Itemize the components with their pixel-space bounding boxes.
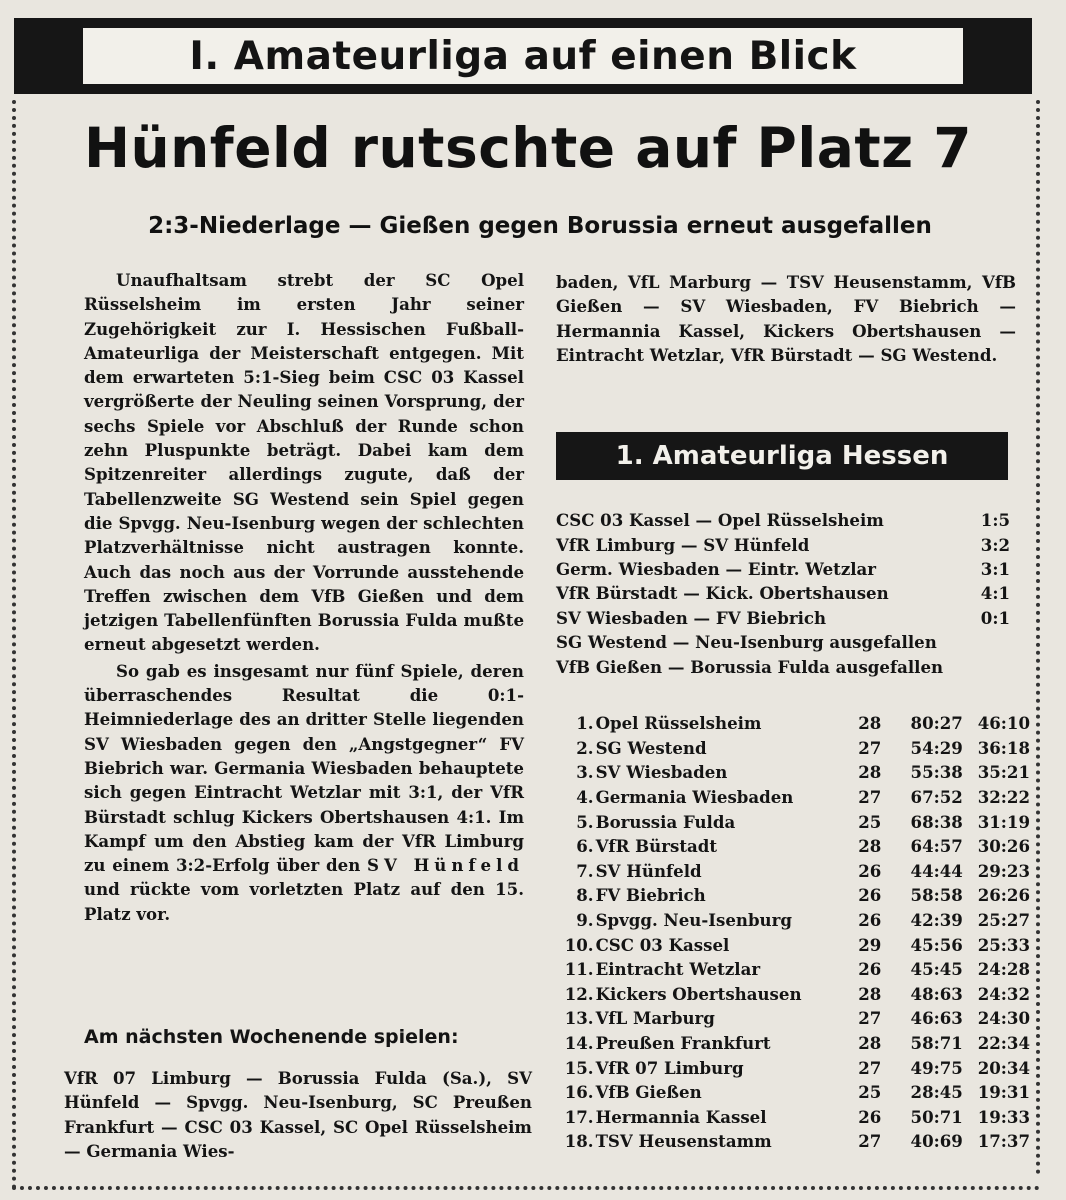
result-match: CSC 03 Kassel — Opel Rüsselsheim (556, 510, 884, 531)
table-cell-games: 28 (858, 1033, 882, 1054)
table-row (560, 982, 1030, 1007)
league-banner: 1. Amateurliga Hessen (556, 432, 1008, 480)
table-row (560, 760, 1030, 785)
table-cell-points: 24:30 (977, 1008, 1030, 1029)
table-cell-goals: 45:56 (910, 934, 963, 955)
result-match: VfR Bürstadt — Kick. Obertshausen (556, 583, 889, 604)
table-cell-games: 26 (858, 910, 882, 931)
table-cell-goals: 42:39 (910, 910, 963, 931)
table-cell-goals: 58:58 (910, 885, 963, 906)
result-score: 3:2 (980, 534, 1010, 555)
result-score: 3:1 (980, 558, 1010, 579)
table-cell-pos: 17. (564, 1106, 594, 1127)
table-cell-pos: 18. (564, 1131, 594, 1152)
table-cell-team: SV Wiesbaden (595, 762, 728, 783)
table-cell-team: FV Biebrich (595, 885, 706, 906)
result-row (556, 508, 1018, 532)
table-cell-points: 25:27 (977, 910, 1030, 931)
table-cell-team: SV Hünfeld (595, 860, 702, 881)
right-dotted-border (1036, 100, 1040, 1175)
table-cell-goals: 45:45 (910, 959, 963, 980)
table-cell-games: 27 (858, 1057, 882, 1078)
article-headline: Hünfeld rutschte auf Platz 7 (83, 116, 973, 180)
table-row (560, 1055, 1030, 1080)
result-match: VfB Gießen — Borussia Fulda ausgefallen (556, 656, 944, 677)
table-row (560, 859, 1030, 884)
table-cell-goals: 40:69 (910, 1131, 963, 1152)
table-cell-points: 19:31 (977, 1082, 1030, 1103)
table-cell-points: 20:34 (977, 1057, 1030, 1078)
table-cell-points: 35:21 (977, 762, 1030, 783)
next-weekend-heading: Am nächsten Wochenende spielen: (84, 1026, 459, 1048)
table-cell-points: 19:33 (977, 1106, 1030, 1127)
table-cell-team: Opel Rüsselsheim (595, 713, 762, 734)
result-row (556, 606, 1018, 630)
table-cell-team: SG Westend (595, 737, 707, 758)
table-row (560, 908, 1030, 933)
table-cell-games: 26 (858, 860, 882, 881)
table-cell-pos: 15. (564, 1057, 594, 1078)
table-cell-team: Spvgg. Neu-Isenburg (595, 910, 792, 931)
result-row (556, 630, 1018, 654)
table-cell-goals: 44:44 (910, 860, 963, 881)
table-cell-games: 27 (858, 1131, 882, 1152)
table-cell-points: 29:23 (977, 860, 1030, 881)
article-subheadline: 2:3-Niederlage — Gießen gegen Borussia erneut ausgefallen (148, 213, 932, 239)
result-score: 0:1 (980, 607, 1010, 628)
result-row (556, 654, 1018, 678)
table-row (560, 736, 1030, 761)
table-cell-team: Kickers Obertshausen (595, 983, 802, 1004)
table-cell-team: VfL Marburg (595, 1008, 715, 1029)
table-cell-games: 25 (858, 811, 882, 832)
section-banner-title: I. Amateurliga auf einen Blick (83, 28, 963, 84)
table-cell-games: 29 (858, 934, 882, 955)
section-banner (14, 18, 1032, 94)
result-score: 4:1 (980, 583, 1010, 604)
table-row (560, 1080, 1030, 1105)
table-cell-goals: 67:52 (910, 787, 963, 808)
table-cell-team: VfR 07 Limburg (595, 1057, 744, 1078)
result-row (556, 581, 1018, 605)
table-cell-goals: 58:71 (910, 1033, 963, 1054)
article-body-left (84, 268, 524, 926)
table-row (560, 957, 1030, 982)
result-score: 1:5 (980, 510, 1010, 531)
table-cell-goals: 46:63 (910, 1008, 963, 1029)
table-cell-games: 27 (858, 787, 882, 808)
table-cell-pos: 4. (576, 787, 594, 808)
table-cell-goals: 64:57 (910, 836, 963, 857)
table-cell-pos: 5. (576, 811, 594, 832)
table-row (560, 1031, 1030, 1056)
table-cell-games: 26 (858, 885, 882, 906)
table-cell-pos: 7. (576, 860, 594, 881)
table-cell-pos: 13. (564, 1008, 594, 1029)
table-cell-pos: 1. (576, 713, 594, 734)
table-row (560, 834, 1030, 859)
table-cell-games: 26 (858, 1106, 882, 1127)
table-cell-points: 31:19 (977, 811, 1030, 832)
table-cell-pos: 12. (564, 983, 594, 1004)
table-row (560, 1129, 1030, 1154)
table-cell-team: Germania Wiesbaden (595, 787, 794, 808)
table-cell-games: 27 (858, 1008, 882, 1029)
table-cell-goals: 28:45 (910, 1082, 963, 1103)
result-row (556, 557, 1018, 581)
table-row (560, 711, 1030, 736)
paragraph-2-start: So gab es insgesamt nur fünf Spiele, deren überraschendes Resultat die 0:1-Heimniederlage des an dritter Stelle liegenden SV Wiesbaden gegen den „Angstgegner“ FV Biebrich war. Germania Wiesbaden behauptete sich gegen Eintracht Wetzlar mit 3:1, der VfR Bürstadt schlug Kickers Obertshausen 4:1. Im Kampf um den Abstieg kam der VfR Limburg zu einem 3:2-Erfolg über den (84, 660, 524, 876)
table-cell-points: 30:26 (977, 836, 1030, 857)
table-cell-team: Hermannia Kassel (595, 1106, 767, 1127)
table-cell-team: Borussia Fulda (595, 811, 736, 832)
table-cell-points: 17:37 (977, 1131, 1030, 1152)
table-cell-pos: 3. (576, 762, 594, 783)
table-cell-goals: 55:38 (910, 762, 963, 783)
table-cell-team: Eintracht Wetzlar (595, 959, 761, 980)
table-row (560, 785, 1030, 810)
table-cell-team: CSC 03 Kassel (595, 934, 730, 955)
next-weekend-fixtures-left: VfR 07 Limburg — Borussia Fulda (Sa.), SV Hünfeld — Spvgg. Neu-Isenburg, SC Preußen Frankfurt — CSC 03 Kassel, SC Opel Rüsselsheim — Germania Wies- (64, 1068, 532, 1161)
table-cell-goals: 48:63 (910, 983, 963, 1004)
table-row (560, 1006, 1030, 1031)
table-cell-points: 36:18 (977, 737, 1030, 758)
standings-table (560, 711, 1030, 1154)
table-cell-points: 24:28 (977, 959, 1030, 980)
table-cell-games: 28 (858, 836, 882, 857)
table-cell-goals: 80:27 (910, 713, 963, 734)
table-cell-points: 22:34 (977, 1033, 1030, 1054)
table-cell-team: VfR Bürstadt (595, 836, 718, 857)
table-cell-games: 28 (858, 762, 882, 783)
paragraph-2-end: und rückte vom vorletzten Platz auf den 15. Platz vor. (84, 879, 524, 924)
results-list (556, 508, 1018, 679)
left-dotted-border (12, 100, 16, 1190)
result-match: SV Wiesbaden — FV Biebrich (556, 607, 827, 628)
table-cell-games: 28 (858, 983, 882, 1004)
table-cell-points: 32:22 (977, 787, 1030, 808)
table-cell-games: 26 (858, 959, 882, 980)
table-cell-team: VfB Gießen (595, 1082, 702, 1103)
result-match: VfR Limburg — SV Hünfeld (556, 534, 810, 555)
table-cell-goals: 54:29 (910, 737, 963, 758)
bottom-dotted-border (12, 1186, 1040, 1190)
table-cell-goals: 49:75 (910, 1057, 963, 1078)
table-cell-pos: 6. (576, 836, 594, 857)
table-cell-pos: 2. (576, 737, 594, 758)
table-cell-goals: 68:38 (910, 811, 963, 832)
table-row (560, 809, 1030, 834)
table-cell-pos: 8. (576, 885, 594, 906)
table-cell-points: 26:26 (977, 885, 1030, 906)
table-cell-pos: 10. (564, 934, 594, 955)
paragraph-2-spaced-team: SV Hünfeld (367, 855, 525, 876)
table-cell-team: Preußen Frankfurt (595, 1033, 771, 1054)
table-row (560, 932, 1030, 957)
table-row (560, 883, 1030, 908)
table-cell-goals: 50:71 (910, 1106, 963, 1127)
table-cell-games: 27 (858, 737, 882, 758)
result-row (556, 532, 1018, 556)
result-match: SG Westend — Neu-Isenburg ausgefallen (556, 632, 937, 653)
article-paragraph-1: Unaufhaltsam strebt der SC Opel Rüsselsheim im ersten Jahr seiner Zugehörigkeit zur I. Hessischen Fußball-Amateurliga der Meisterschaft entgegen. Mit dem erwarteten 5:1-Sieg beim CSC 03 Kassel vergrößerte der Neuling seinen Vorsprung, der sechs Spiele vor Abschluß der Runde schon zehn Pluspunkte beträgt. Dabei kam dem Spitzenreiter allerdings zugute, daß der Tabellenzweite SG Westend sein Spiel gegen die Spvgg. Neu-Isenburg wegen der schlechten Platzverhältnisse nicht austragen konnte. Auch das noch aus der Vorrunde ausstehende Treffen zwischen dem VfB Gießen und dem jetzigen Tabellenfünften Borussia Fulda mußte erneut abgesetzt werden. (84, 270, 524, 655)
article-paragraph-2 (84, 659, 524, 926)
result-match: Germ. Wiesbaden — Eintr. Wetzlar (556, 558, 877, 579)
table-cell-pos: 9. (576, 910, 594, 931)
table-cell-points: 25:33 (977, 934, 1030, 955)
table-row (560, 1105, 1030, 1130)
table-cell-points: 24:32 (977, 983, 1030, 1004)
table-cell-pos: 16. (564, 1082, 594, 1103)
next-weekend-fixtures-right: baden, VfL Marburg — TSV Heusenstamm, VfB Gießen — SV Wiesbaden, FV Biebrich — Hermannia Kassel, Kickers Obertshausen — Eintracht Wetzlar, VfR Bürstadt — SG Westend. (556, 272, 1016, 365)
table-cell-points: 46:10 (977, 713, 1030, 734)
table-cell-pos: 11. (564, 959, 594, 980)
table-cell-team: TSV Heusenstamm (595, 1131, 772, 1152)
table-cell-games: 28 (858, 713, 882, 734)
table-cell-games: 25 (858, 1082, 882, 1103)
table-cell-pos: 14. (564, 1033, 594, 1054)
